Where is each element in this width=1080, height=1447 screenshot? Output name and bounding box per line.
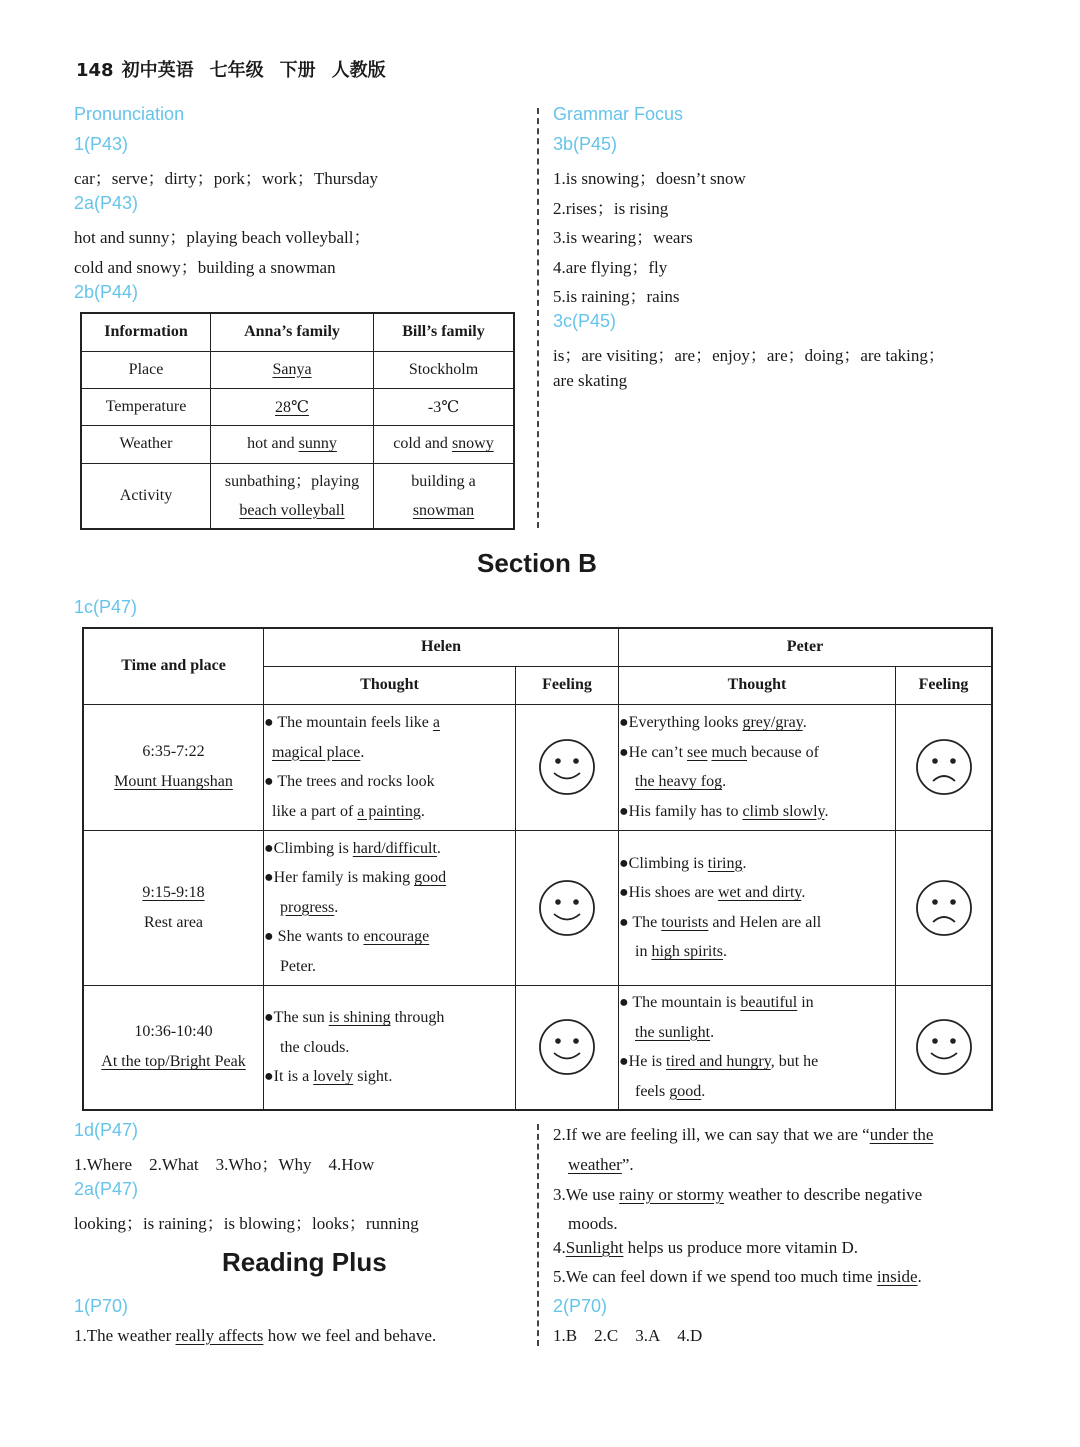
answer-1-p70-4: 4.Sunlight helps us produce more vitamin D. (553, 1238, 859, 1257)
helen-feeling-2 (516, 830, 619, 985)
peter-thought-1: ●Everything looks grey/gray. ●He can’t see much because of the heavy fog. ●His family has to climb slowly. (619, 704, 896, 830)
row-label-activity: Activity (81, 463, 211, 529)
answer-1d: 1.Where 2.What 3.Who；Why 4.How (74, 1155, 375, 1174)
col-helen-thought: Thought (264, 666, 516, 704)
anna-activity: sunbathing；playing beach volleyball (211, 463, 374, 529)
pronunciation-heading: Pronunciation (74, 104, 185, 124)
col-peter: Peter (619, 628, 993, 666)
happy-face-icon (914, 1017, 974, 1077)
happy-face-icon (537, 878, 597, 938)
label-2a-p43: 2a(P43) (74, 193, 139, 213)
helen-thought-3: ●The sun is shining through the clouds. ●It is a lovely sight. (264, 985, 516, 1110)
time-place-2: 9:15-9:18 Rest area (83, 830, 264, 985)
answer-1-p70-2: 2.If we are feeling ill, we can say that we are “under the weather”. (553, 1125, 934, 1174)
label-3b-p45: 3b(P45) (553, 134, 618, 154)
label-1-p70: 1(P70) (74, 1296, 129, 1316)
volume: 下册 (279, 60, 316, 81)
helen-feeling-3 (516, 985, 619, 1110)
row-label-place: Place (81, 351, 211, 388)
col-helen-feeling: Feeling (516, 666, 619, 704)
answer-1-p70-3: 3.We use rainy or stormy weather to describe negative moods. (553, 1185, 923, 1233)
answer-3b-2: 2.rises；is rising (553, 199, 669, 218)
table-row (81, 425, 514, 463)
answer-3b-5: 5.is raining；rains (553, 287, 680, 306)
bill-place: Stockholm (374, 351, 515, 388)
bill-activity: building a snowman (374, 463, 515, 529)
sad-face-icon (914, 737, 974, 797)
col-anna: Anna’s family (211, 313, 374, 351)
page-header (76, 56, 402, 82)
label-3c-p45: 3c(P45) (553, 311, 617, 331)
row-label-temperature: Temperature (81, 388, 211, 425)
row-label-weather: Weather (81, 425, 211, 463)
answer-3b-3: 3.is wearing；wears (553, 228, 693, 247)
column-divider (537, 108, 539, 528)
happy-face-icon (537, 737, 597, 797)
family-table (80, 312, 515, 530)
section-b-title: Section B (477, 548, 597, 578)
anna-temperature: 28℃ (275, 398, 309, 416)
col-peter-thought: Thought (619, 666, 896, 704)
grade: 七年级 (209, 60, 264, 81)
book-title: 初中英语 (121, 60, 194, 81)
answer-1-p70-1: 1.The weather really affects how we feel and behave. (74, 1326, 437, 1345)
col-information: Information (81, 313, 211, 351)
time-place-3: 10:36-10:40 At the top/Bright Peak (83, 985, 264, 1110)
anna-weather: hot and sunny (211, 425, 374, 463)
label-1d-p47: 1d(P47) (74, 1120, 139, 1140)
table-row (83, 830, 992, 985)
happy-face-icon (537, 1017, 597, 1077)
peter-thought-3: ● The mountain is beautiful in the sunlight. ●He is tired and hungry, but he feels good. (619, 985, 896, 1110)
helen-thought-1: ● The mountain feels like a magical place. ● The trees and rocks look like a part of a painting. (264, 704, 516, 830)
answer-2a-line2: cold and snowy；building a snowman (74, 258, 336, 277)
answer-3c-line1: is；are visiting；are；enjoy；are；doing；are taking； (553, 346, 945, 365)
bill-weather: cold and snowy (374, 425, 515, 463)
label-1-p43: 1(P43) (74, 134, 129, 154)
time-place-1: 6:35-7:22 Mount Huangshan (83, 704, 264, 830)
answer-2a-p47: looking；is raining；is blowing；looks；running (74, 1214, 419, 1233)
answer-2-p70: 1.B 2.C 3.A 4.D (553, 1326, 703, 1345)
peter-feeling-2 (896, 830, 993, 985)
label-2-p70: 2(P70) (553, 1296, 608, 1316)
page-number: 148 (76, 60, 114, 81)
helen-thought-2: ●Climbing is hard/difficult. ●Her family is making good progress. ● She wants to encourage Peter. (264, 830, 516, 985)
table-row (81, 463, 514, 529)
peter-feeling-3 (896, 985, 993, 1110)
grammar-focus-heading: Grammar Focus (553, 104, 684, 124)
answer-3c-line2: are skating (553, 371, 628, 390)
label-2b-p44: 2b(P44) (74, 282, 139, 302)
peter-feeling-1 (896, 704, 993, 830)
peter-thought-2: ●Climbing is tiring. ●His shoes are wet and dirty. ● The tourists and Helen are all in high spirits. (619, 830, 896, 985)
answer-1-p43: car；serve；dirty；pork；work；Thursday (74, 169, 379, 188)
label-2a-p47: 2a(P47) (74, 1179, 139, 1199)
helen-peter-table (82, 627, 993, 1111)
sad-face-icon (914, 878, 974, 938)
table-row (81, 351, 514, 388)
table-row (83, 985, 992, 1110)
answer-2a-line1: hot and sunny；playing beach volleyball； (74, 228, 371, 247)
table-row (81, 388, 514, 425)
answer-3b-4: 4.are flying；fly (553, 258, 668, 277)
helen-feeling-1 (516, 704, 619, 830)
bill-temperature: -3℃ (374, 388, 515, 425)
label-1c-p47: 1c(P47) (74, 597, 138, 617)
anna-place: Sanya (272, 360, 312, 378)
reading-plus-title: Reading Plus (222, 1247, 387, 1277)
column-divider-bottom (537, 1124, 539, 1346)
table-row (83, 704, 992, 830)
col-time-place: Time and place (83, 628, 264, 704)
col-peter-feeling: Feeling (896, 666, 993, 704)
col-helen: Helen (264, 628, 619, 666)
edition: 人教版 (331, 60, 386, 81)
col-bill: Bill’s family (374, 313, 515, 351)
answer-3b-1: 1.is snowing；doesn’t snow (553, 169, 746, 188)
answer-1-p70-5: 5.We can feel down if we spend too much time inside. (553, 1267, 922, 1286)
